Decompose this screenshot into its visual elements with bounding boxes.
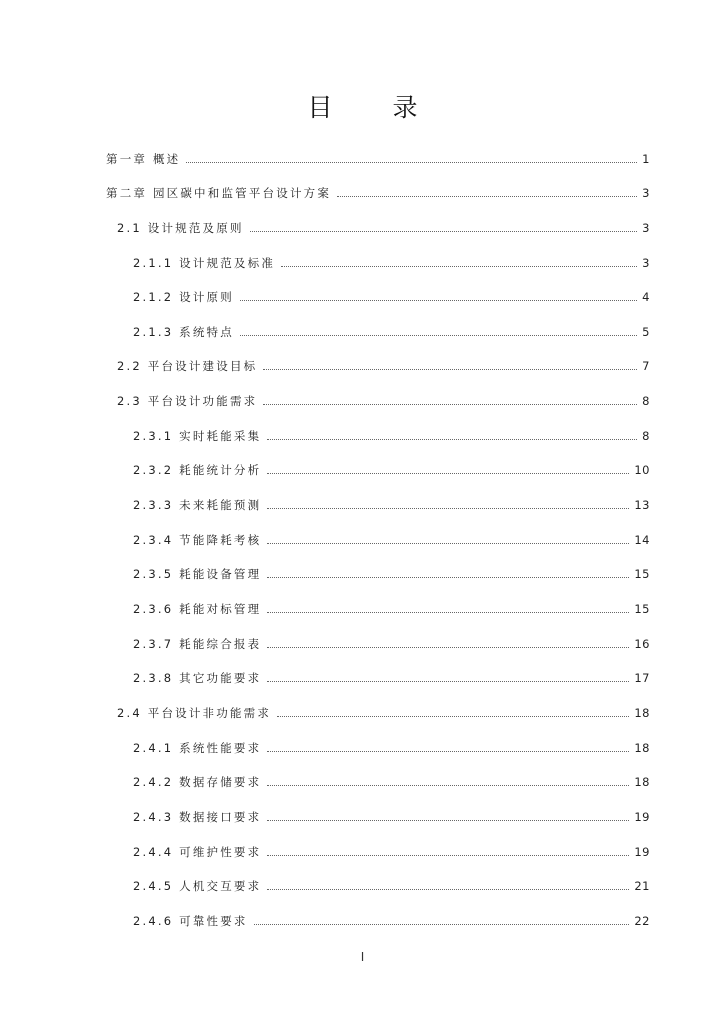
toc-entry-page: 17: [634, 671, 650, 685]
toc-entry-2-3-8[interactable]: [133, 667, 650, 685]
toc-entry-page: 16: [634, 637, 650, 651]
page-number-footer: I: [360, 950, 365, 964]
toc-entry-2-4-5[interactable]: [133, 875, 650, 893]
toc-entry-chapter-2[interactable]: [106, 182, 650, 200]
toc-entry-2-4-4[interactable]: [133, 841, 650, 859]
toc-entry-2-1-2[interactable]: [133, 286, 650, 304]
toc-entry-label: 2.1.1 设计规范及标准: [133, 256, 276, 270]
toc-entry-label: 2.3.1 实时耗能采集: [133, 429, 262, 443]
toc-entry-2-3-4[interactable]: [133, 529, 650, 547]
toc-entry-page: 3: [642, 256, 650, 270]
toc-entry-page: 7: [642, 359, 650, 373]
toc-entry-2-4-6[interactable]: [133, 910, 650, 928]
toc-entry-2-1[interactable]: [117, 217, 650, 235]
toc-entry-page: 13: [634, 498, 650, 512]
toc-entry-label: 2.4.1 系统性能要求: [133, 741, 262, 755]
toc-entry-page: 14: [634, 533, 650, 547]
dot-leader: [267, 751, 629, 752]
toc-entry-label: 2.3.5 耗能设备管理: [133, 567, 262, 581]
toc-entry-page: 22: [634, 914, 650, 928]
dot-leader: [267, 612, 629, 613]
dot-leader: [267, 473, 629, 474]
toc-entry-label: 2.1.3 系统特点: [133, 325, 234, 339]
toc-entry-label: 2.3.8 其它功能要求: [133, 671, 262, 685]
toc-entry-2-3-5[interactable]: [133, 563, 650, 581]
toc-entry-2-3-6[interactable]: [133, 598, 650, 616]
toc-entry-label: 2.4.4 可维护性要求: [133, 845, 262, 859]
dot-leader: [267, 855, 629, 856]
toc-entry-label: 2.3.4 节能降耗考核: [133, 533, 262, 547]
dot-leader: [240, 300, 637, 301]
toc-entry-page: 4: [642, 290, 650, 304]
toc-entry-page: 8: [642, 429, 650, 443]
dot-leader: [186, 162, 637, 163]
toc-entry-chapter-1[interactable]: [106, 148, 650, 166]
toc-entry-label: 第一章 概述: [106, 152, 181, 166]
toc-entry-2-3-3[interactable]: [133, 494, 650, 512]
toc-entry-label: 2.3.3 未来耗能预测: [133, 498, 262, 512]
toc-entry-page: 19: [634, 845, 650, 859]
dot-leader: [250, 231, 637, 232]
toc-entry-label: 2.4.3 数据接口要求: [133, 810, 262, 824]
dot-leader: [254, 924, 630, 925]
toc-entry-page: 18: [634, 775, 650, 789]
toc-entry-page: 5: [642, 325, 650, 339]
toc-entry-page: 3: [642, 186, 650, 200]
dot-leader: [263, 369, 637, 370]
toc-entry-2-3[interactable]: [117, 390, 650, 408]
toc-entry-page: 19: [634, 810, 650, 824]
toc-entry-2-4[interactable]: [117, 702, 650, 720]
dot-leader: [263, 404, 637, 405]
dot-leader: [267, 785, 629, 786]
dot-leader: [267, 647, 629, 648]
dot-leader: [337, 196, 637, 197]
toc-entry-label: 2.4.2 数据存储要求: [133, 775, 262, 789]
toc-entry-2-2[interactable]: [117, 355, 650, 373]
toc-title: 目 录: [307, 93, 444, 122]
toc-entry-label: 2.4 平台设计非功能需求: [117, 706, 272, 720]
dot-leader: [267, 577, 629, 578]
toc-entry-label: 2.3 平台设计功能需求: [117, 394, 258, 408]
toc-entry-label: 2.1.2 设计原则: [133, 290, 234, 304]
dot-leader: [267, 889, 629, 890]
toc-entry-label: 2.3.6 耗能对标管理: [133, 602, 262, 616]
toc-entry-2-1-1[interactable]: [133, 252, 650, 270]
toc-entry-page: 8: [642, 394, 650, 408]
toc-entry-label: 第二章 园区碳中和监管平台设计方案: [106, 186, 332, 200]
toc-entry-page: 18: [634, 741, 650, 755]
toc-entry-label: 2.3.7 耗能综合报表: [133, 637, 262, 651]
toc-entry-label: 2.4.5 人机交互要求: [133, 879, 262, 893]
toc-entry-page: 1: [642, 152, 650, 166]
dot-leader: [267, 439, 637, 440]
dot-leader: [267, 508, 629, 509]
toc-entry-page: 15: [634, 567, 650, 581]
dot-leader: [281, 266, 637, 267]
toc-entry-page: 10: [634, 463, 650, 477]
dot-leader: [240, 335, 637, 336]
toc-entry-2-3-1[interactable]: [133, 425, 650, 443]
toc-entry-2-1-3[interactable]: [133, 321, 650, 339]
toc-entry-2-4-3[interactable]: [133, 806, 650, 824]
toc-entry-label: 2.4.6 可靠性要求: [133, 914, 248, 928]
toc-entry-2-4-1[interactable]: [133, 737, 650, 755]
toc-entry-page: 18: [634, 706, 650, 720]
toc-entry-label: 2.1 设计规范及原则: [117, 221, 244, 235]
toc-entry-page: 15: [634, 602, 650, 616]
toc-entry-2-3-2[interactable]: [133, 459, 650, 477]
dot-leader: [277, 716, 629, 717]
toc-entry-2-4-2[interactable]: [133, 771, 650, 789]
toc-entry-2-3-7[interactable]: [133, 633, 650, 651]
dot-leader: [267, 820, 629, 821]
toc-entry-page: 21: [634, 879, 650, 893]
dot-leader: [267, 681, 629, 682]
dot-leader: [267, 543, 629, 544]
toc-entry-page: 3: [642, 221, 650, 235]
toc-entry-label: 2.2 平台设计建设目标: [117, 359, 258, 373]
toc-entry-label: 2.3.2 耗能统计分析: [133, 463, 262, 477]
